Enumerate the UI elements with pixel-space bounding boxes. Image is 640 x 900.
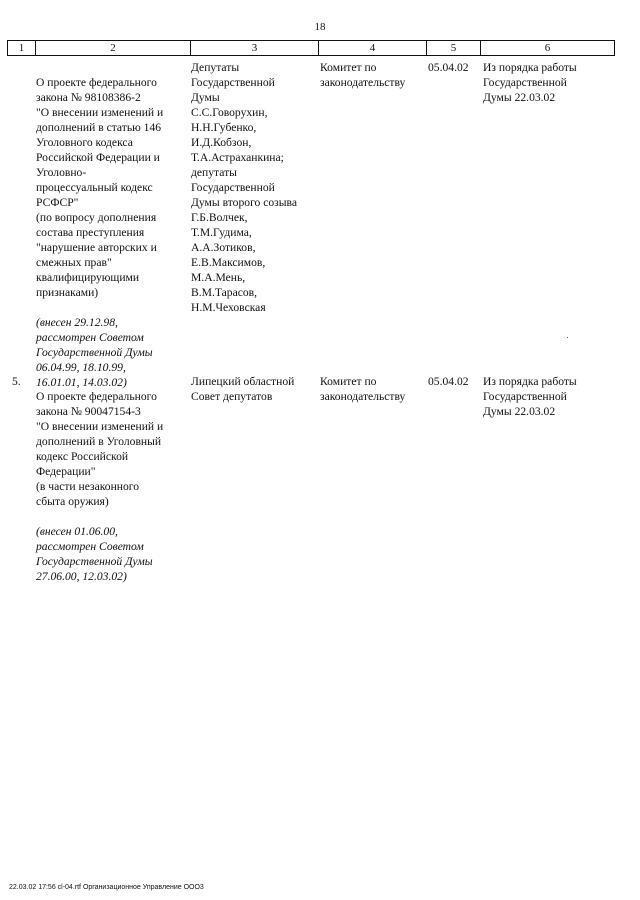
column-header-4: 4 [318,41,426,55]
bill-title-text: О проекте федерального закона № 98108386-2 "О внесении изменений и дополнений в статью 146 Уголовного кодекса Российской Федерации и Уголовно- процессуальный кодекс РСФСР" (по вопросу дополнения состава преступления "нарушение авторских и смежных прав" квалифицирующими признаками) [36,76,164,299]
bill-title [36,60,188,405]
footer-text: 22.03.02 17:56 cl-04.rtf Организационное Управление ООО3 [9,884,204,891]
bill-authors: Липецкий областной Совет депутатов [191,375,295,403]
responsible-committee: Комитет по законодательству [320,375,406,403]
bill-authors: Депутаты Государственной Думы С.С.Говорухин, Н.Н.Губенко, И.Д.Кобзон, Т.А.Астраханкина; депутаты Государственной Думы второго созыва Г.Б.Волчек, Т.М.Гудима, А.А.Зотиков, Е.В.Максимов, М.А.Мень, В.М.Тарасов, Н.М.Чеховская [191,61,298,314]
bill-history-note: (внесен 29.12.98, рассмотрен Советом Государственной Думы 06.04.99, 18.10.99, 16.01.01, 14.03.02) [36,316,153,389]
responsible-committee: Комитет по законодательству [320,61,406,89]
bill-title [36,374,188,599]
column-header-2: 2 [35,41,190,55]
remark: Из порядка работы Государственной Думы 22.03.02 [483,375,577,418]
scan-speck [567,337,568,338]
remark: Из порядка работы Государственной Думы 22.03.02 [483,61,577,104]
bill-history-note: (внесен 01.06.00, рассмотрен Советом Государственной Думы 27.06.00, 12.03.02) [36,525,153,583]
table-header-row [7,40,615,56]
column-header-1: 1 [7,41,35,55]
review-date: 05.04.02 [428,375,469,388]
column-header-6: 6 [480,41,615,55]
bill-title-text: О проекте федерального закона № 90047154-3 "О внесении изменений и дополнений в Уголовный кодекс Российской Федерации" (в части незаконного сбыта оружия) [36,390,164,508]
page-number: 18 [314,21,326,33]
column-header-5: 5 [426,41,480,55]
column-header-3: 3 [190,41,318,55]
row-number: 5. [12,375,21,388]
review-date: 05.04.02 [428,61,469,74]
